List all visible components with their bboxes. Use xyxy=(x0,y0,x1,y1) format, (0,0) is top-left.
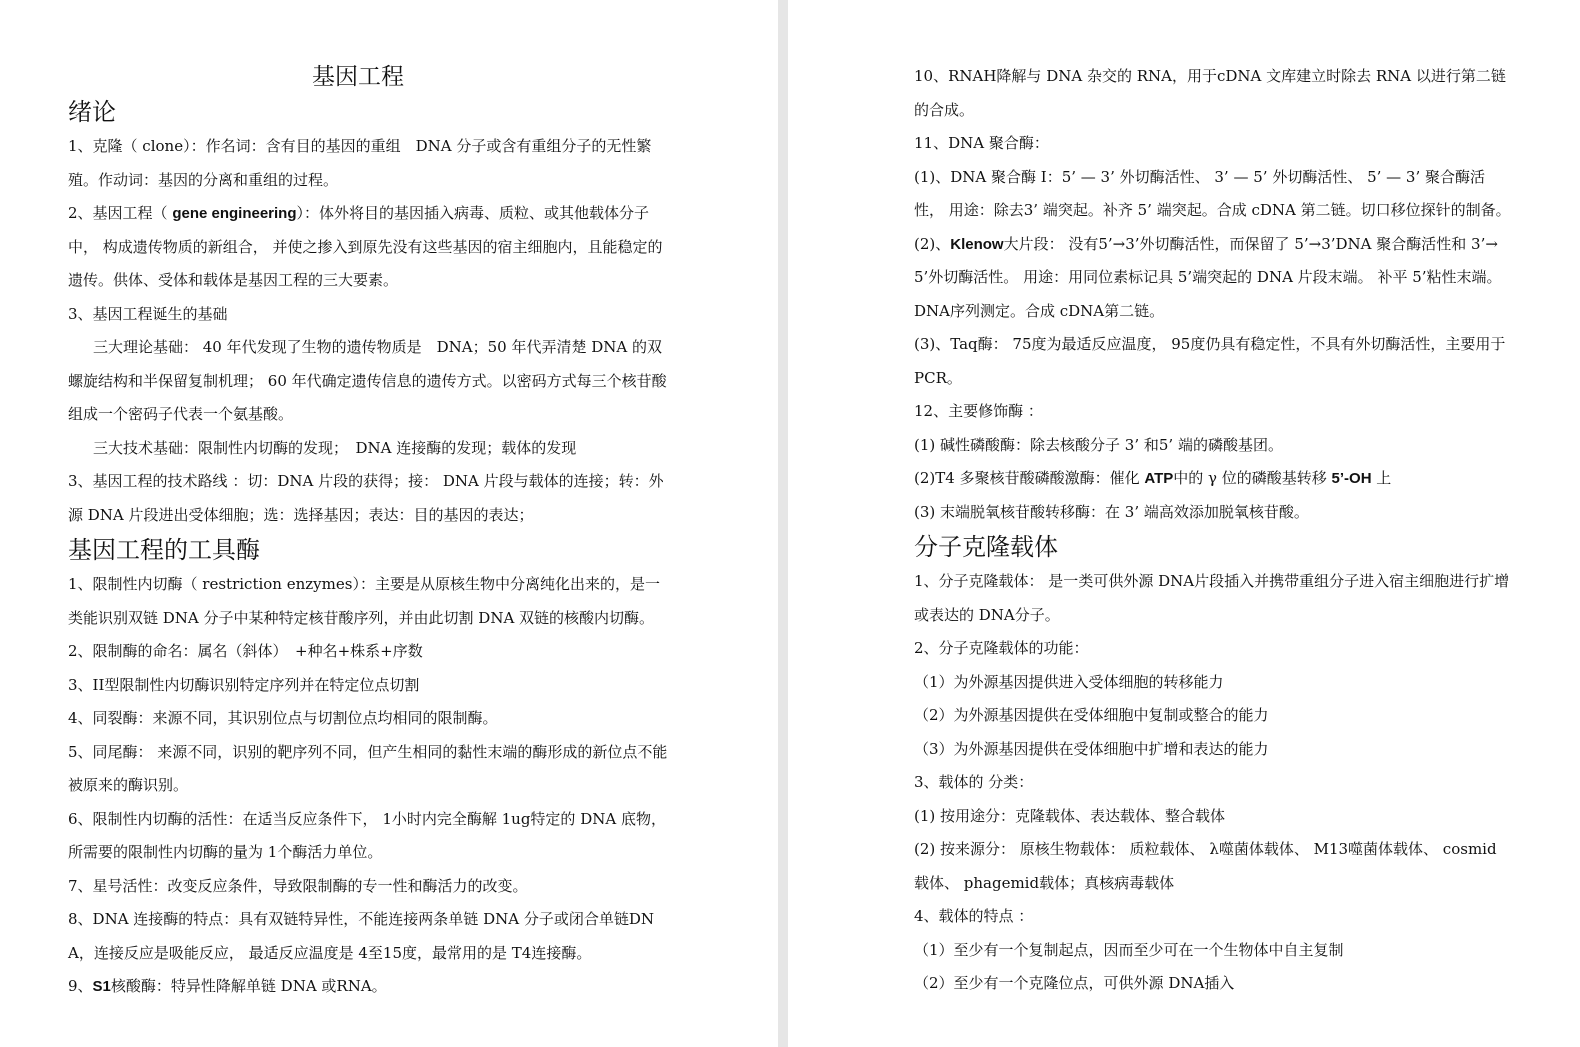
paragraph-klenow xyxy=(914,228,1514,329)
paragraph-tech-basis: 三大技术基础：限制性内切酶的发现； DNA 连接酶的发现；载体的发现 xyxy=(93,438,577,457)
paragraph-pol-i: (1)、DNA 聚合酶 I：5’ — 3’ 外切酶活性、 3’ — 5’ 外切酶活性、 5’ — 3’ 聚合酶活性， 用途：除去3’ 端突起。补齐 5’ 端突起。合成 cDNA 第二链。切口移位探针的制备。 xyxy=(914,167,1511,219)
paragraph-theory-basis xyxy=(68,331,668,432)
paragraph-vector-classes: 3、载体的 分类： xyxy=(914,773,1034,791)
paragraph-text: (2)、 xyxy=(914,234,951,253)
paragraph-foundation: 3、基因工程诞生的基础 xyxy=(68,304,228,323)
list-item: （3）为外源基因提供在受体细胞中扩增和表达的能力 xyxy=(914,739,1269,758)
paragraph-text: 大片段： 没有5’→3’外切酶活性，而保留了 5’→3’DNA 聚合酶活性和 3’→5’外切酶活性。 用途：用同位素标记具 5’端突起的 DNA 片段末端。 补平 5’粘性末端。 DNA序列测定。合成 cDNA第二链。 xyxy=(914,234,1502,320)
document-page-left xyxy=(0,0,778,1047)
bold-term: ATP xyxy=(1144,470,1174,487)
paragraph-clone: 1、克隆（ clone）：作名词：含有目的基因的重组 DNA 分子或含有重组分子的无性繁殖。作动词：基因的分离和重组的过程。 xyxy=(68,137,652,189)
heading-introduction: 绪论 xyxy=(68,98,116,126)
paragraph-star-activity: 7、星号活性：改变反应条件，导致限制酶的专一性和酶活力的改变。 xyxy=(68,876,528,895)
paragraph-dna-polymerase: 11、DNA 聚合酶： xyxy=(914,134,1049,152)
paragraph-modifying-enzymes: 12、主要修饰酶 ： xyxy=(914,402,1043,420)
document-title: 基因工程 xyxy=(312,64,404,90)
paragraph-text: 核酸酶：特异性降解单链 DNA 或RNA。 xyxy=(110,977,387,995)
list-item: (2) 按来源分： 原核生物载体： 质粒载体、 λ噬菌体载体、 M13噬菌体载体、 cosmid 载体、 phagemid载体；真核病毒载体 xyxy=(914,840,1497,892)
paragraph-isocaudamer: 5、同尾酶： 来源不同，识别的靶序列不同，但产生相同的黏性末端的酶形成的新位点不能被原来的酶识别。 xyxy=(68,742,668,794)
bold-term: Klenow xyxy=(950,235,1004,253)
paragraph-alkaline-phosphatase: (1) 碱性磷酸酶：除去核酸分子 3’ 和5’ 端的磷酸基团。 xyxy=(914,435,1283,454)
list-item: （1）为外源基因提供进入受体细胞的转移能力 xyxy=(914,672,1224,691)
paragraph-restriction-enzyme: 1、限制性内切酶（ restriction enzymes）：主要是从原核生物中分离纯化出来的，是一类能识别双链 DNA 分子中某种特定核苷酸序列，并由此切割 DNA 双链的核酸内切酶。 xyxy=(68,575,660,627)
paragraph-terminal-transferase: (3) 末端脱氧核苷酸转移酶：在 3’ 端高效添加脱氧核苷酸。 xyxy=(914,502,1309,521)
paragraph-type-ii: 3、II型限制性内切酶识别特定序列并在特定位点切割 xyxy=(68,675,420,694)
page-left-content xyxy=(68,60,668,1004)
paragraph-gene-engineering xyxy=(68,197,668,298)
paragraph-s1-nuclease xyxy=(68,970,668,1004)
list-item: （1）至少有一个复制起点，因而至少可在一个生物体中自主复制 xyxy=(914,940,1344,959)
list-item: （2）为外源基因提供在受体细胞中复制或整合的能力 xyxy=(914,706,1269,724)
bold-term: 5’-OH xyxy=(1331,470,1372,487)
bold-term: S1 xyxy=(92,978,111,995)
list-item: （2）至少有一个克隆位点，可供外源 DNA插入 xyxy=(914,974,1235,992)
paragraph-isoschizomer: 4、同裂酶：来源不同，其识别位点与切割位点均相同的限制酶。 xyxy=(68,709,498,727)
paragraph-vector-definition: 1、分子克隆载体： 是一类可供外源 DNA片段插入并携带重组分子进入宿主细胞进行扩增或表达的 DNA分子。 xyxy=(914,572,1510,624)
paragraph-text: 9、 xyxy=(68,977,93,995)
document-page-right xyxy=(788,0,1580,1047)
paragraph-taq: (3)、Taq酶： 75度为最适反应温度， 95度仍具有稳定性，不具有外切酶活性，主要用于 PCR。 xyxy=(914,335,1506,387)
paragraph-vector-function: 2、分子克隆载体的功能： xyxy=(914,639,1089,657)
bold-term: gene engineering xyxy=(172,205,297,222)
paragraph-text: 中的 γ 位的磷酸基转移 xyxy=(1173,469,1332,487)
paragraph-ligase: 8、DNA 连接酶的特点：具有双链特异性，不能连接两条单链 DNA 分子或闭合单链DNA，连接反应是吸能反应， 最适反应温度是 4至15度，最常用的是 T4连接酶。 xyxy=(68,910,654,962)
paragraph-vector-features: 4、载体的特点 ： xyxy=(914,907,1034,925)
paragraph-tech-route: 3、基因工程的技术路线 ：切：DNA 片段的获得；接： DNA 片段与载体的连接；转：外源 DNA 片段进出受体细胞；选：选择基因；表达：目的基因的表达； xyxy=(68,472,664,524)
paragraph-text: 2、基因工程（ xyxy=(68,204,173,222)
list-item: (1) 按用途分：克隆载体、表达载体、整合载体 xyxy=(914,806,1226,825)
paragraph-activity: 6、限制性内切酶的活性：在适当反应条件下， 1小时内完全酶解 1ug特定的 DNA 底物，所需要的限制性内切酶的量为 1个酶活力单位。 xyxy=(68,809,666,861)
heading-cloning-vectors: 分子克隆载体 xyxy=(914,533,1058,561)
paragraph-text: 三大理论基础： 40 年代发现了生物的遗传物质是 DNA；50 年代弄清楚 DNA 的双螺旋结构和半保留复制机理； 60 年代确定遗传信息的遗传方式。以密码方式每三个核苷酸组成一个密码子代表一个氨基酸。 xyxy=(68,338,667,423)
heading-tool-enzymes: 基因工程的工具酶 xyxy=(68,536,260,564)
paragraph-naming: 2、限制酶的命名：属名（斜体） +种名+株系+序数 xyxy=(68,642,423,660)
paragraph-t4-kinase xyxy=(914,462,1514,496)
paragraph-text: 上 xyxy=(1371,469,1392,487)
page-right-content xyxy=(914,60,1514,1001)
paragraph-rnase-h: 10、RNAH降解与 DNA 杂交的 RNA，用于cDNA 文库建立时除去 RNA 以进行第二链的合成。 xyxy=(914,67,1506,119)
paragraph-text: (2)T4 多聚核苷酸磷酸激酶：催化 xyxy=(914,469,1145,487)
paragraph-text: ）：体外将目的基因插入病毒、质粒、或其他载体分子中， 构成遗传物质的新组合， 并使之掺入到原先没有这些基因的宿主细胞内，且能稳定的遗传。供体、受体和载体是基因工程的三大要素。 xyxy=(68,204,663,289)
